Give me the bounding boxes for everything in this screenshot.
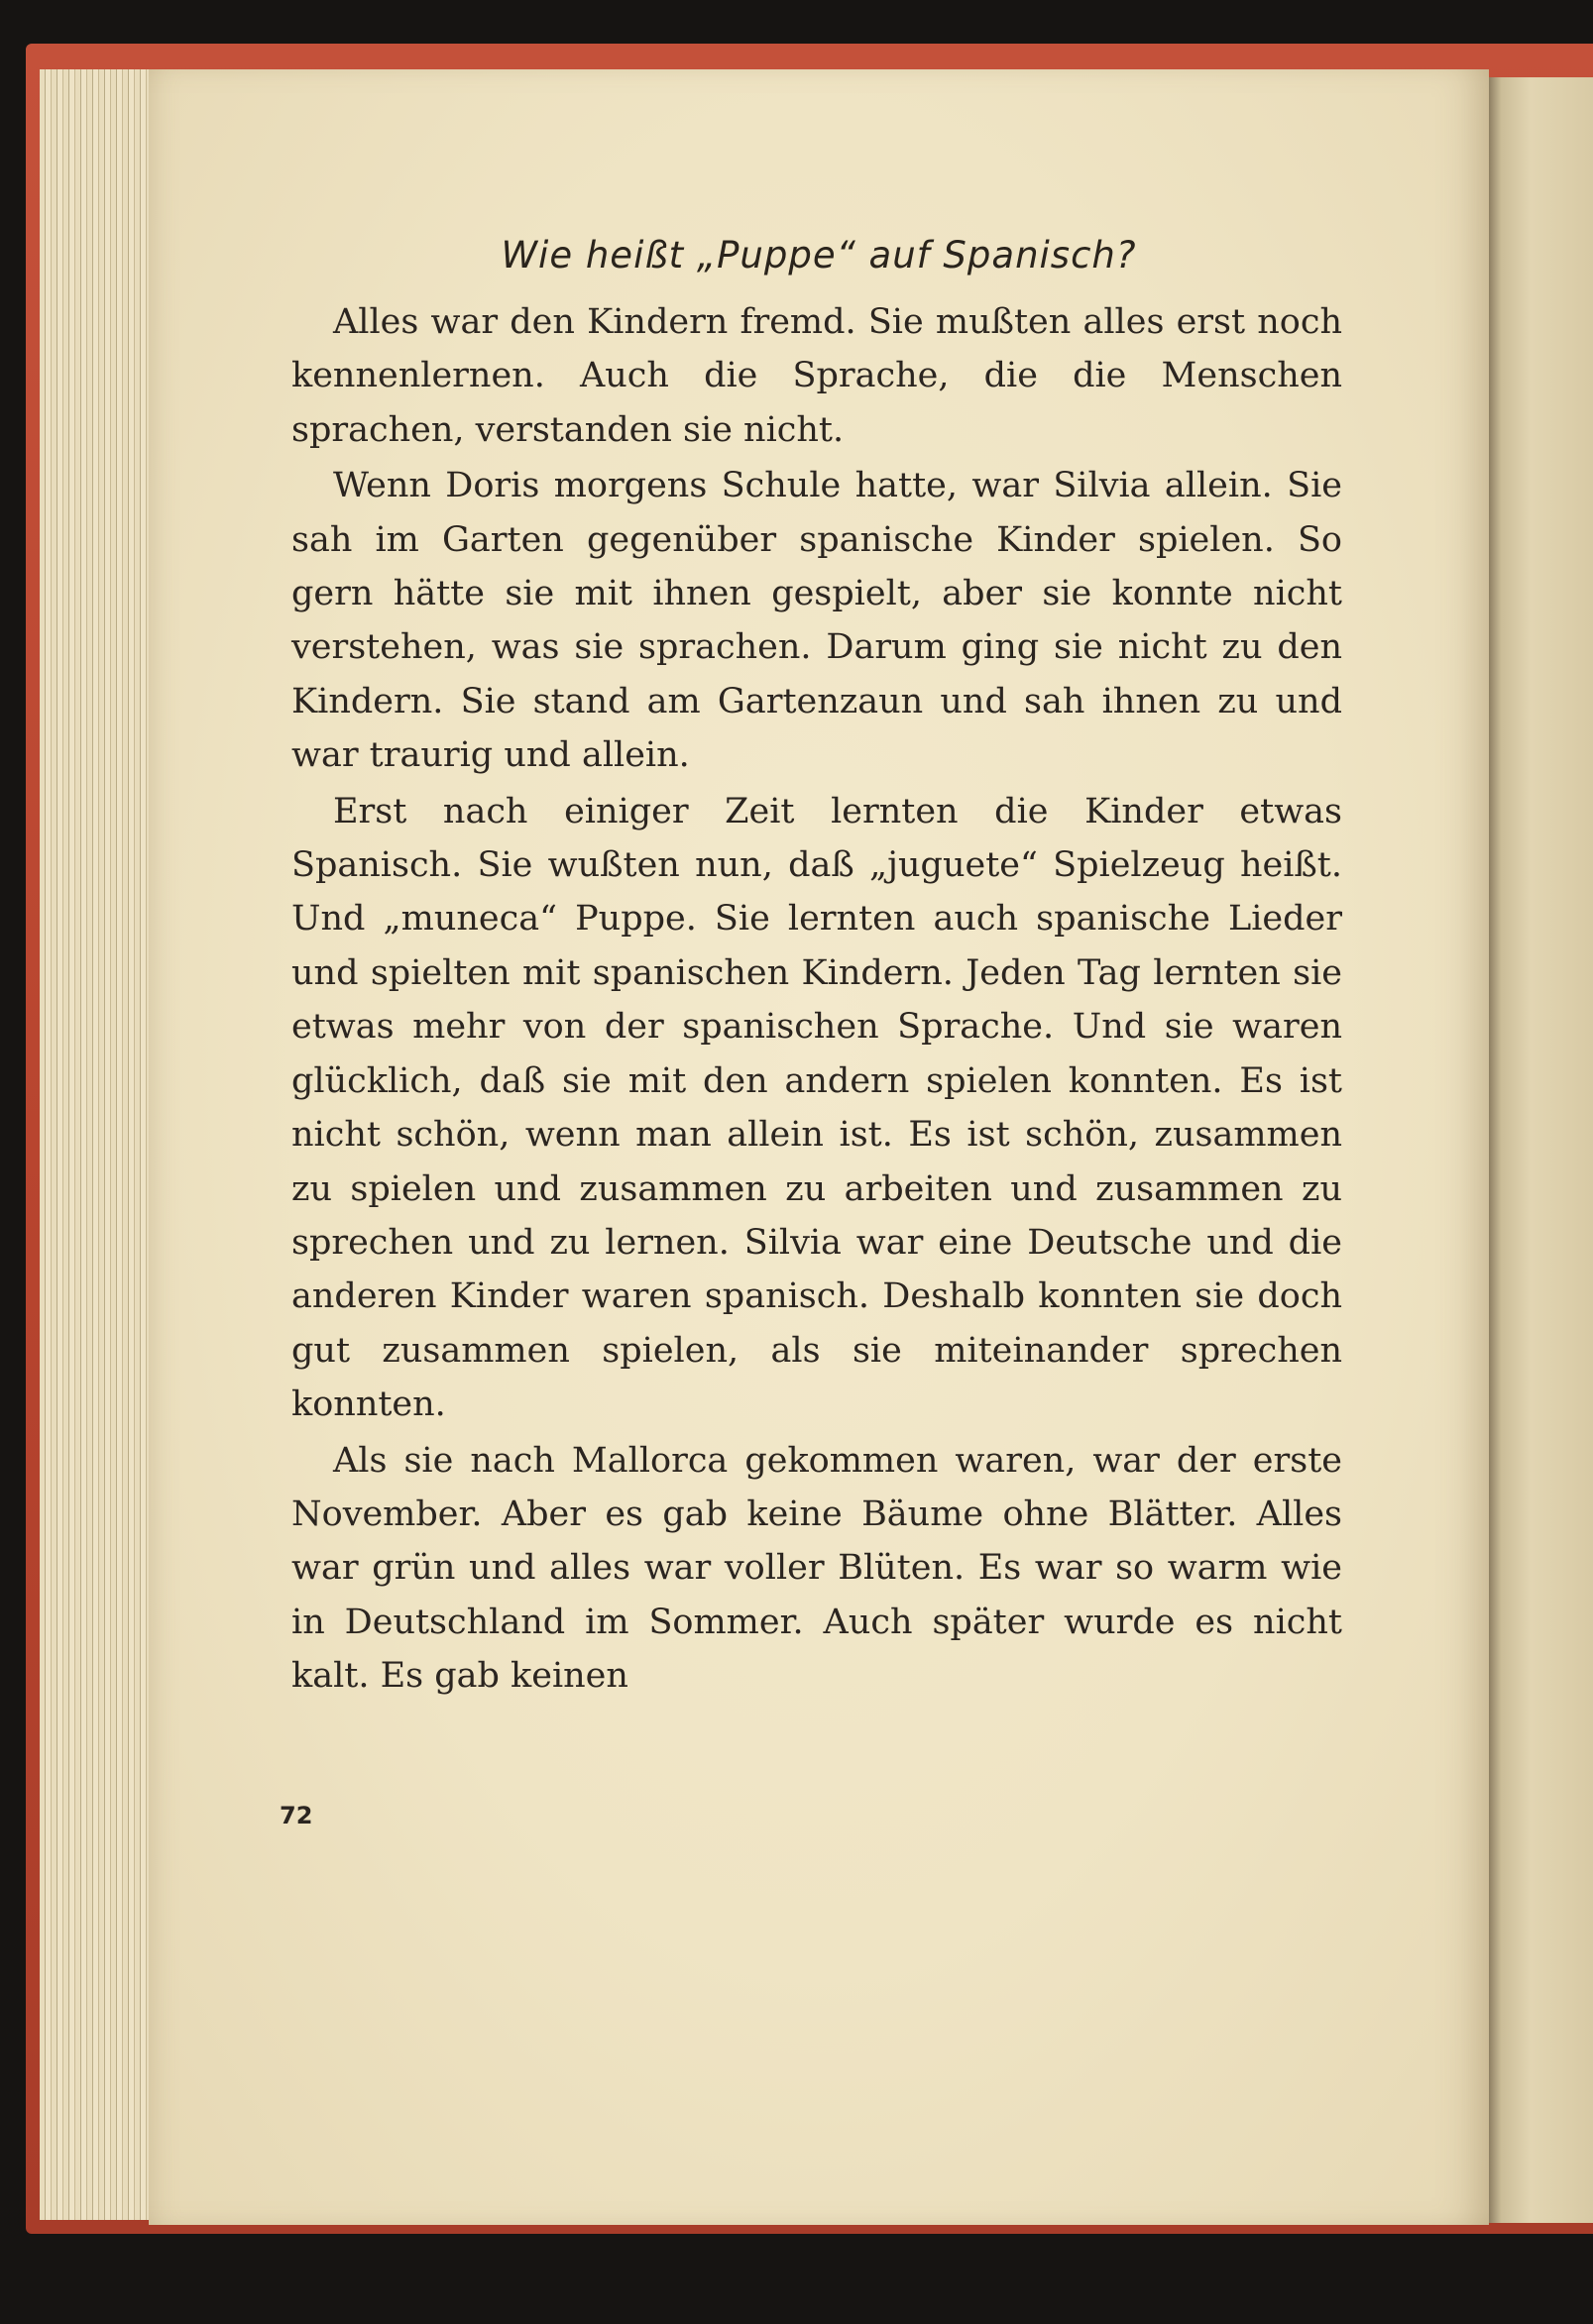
book-gutter: [1489, 77, 1593, 2223]
paragraph-1: Alles war den Kindern fremd. Sie mußten alles erst noch kennenlernen. Auch die Sprache, die die Menschen sprachen, verstanden sie nicht.: [291, 302, 1342, 450]
page-number: 72: [280, 1802, 313, 1829]
body-text: [291, 295, 1342, 1704]
paragraph-4: Als sie nach Mallorca gekommen waren, war der erste November. Aber es gab keine Bäume ohne Blätter. Alles war grün und alles war voller Blüten. Es war so warm wie in Deutschland im Sommer. Auch später wurde es nicht kalt. Es gab keinen: [291, 1440, 1342, 1697]
page-edges: [40, 69, 159, 2220]
paragraph-2: Wenn Doris morgens Schule hatte, war Silvia allein. Sie sah im Garten gegenüber spanische Kinder spielen. So gern hätte sie mit ihnen gespielt, aber sie konnte nicht verstehen, was sie sprachen. Darum ging sie nicht zu den Kindern. Sie stand am Gartenzaun und sah ihnen zu und war traurig und allein.: [291, 466, 1342, 776]
paragraph-3: Erst nach einiger Zeit lernten die Kinder etwas Spanisch. Sie wußten nun, daß „juguete“ Spielzeug heißt. Und „muneca“ Puppe. Sie lernten auch spanische Lieder und spielten mit spanischen Kindern. Jeden Tag lernten sie etwas mehr von der spanischen Sprache. Und sie waren glücklich, daß sie mit den andern spielen konnten. Es ist nicht schön, wenn man allein ist. Es ist schön, zusammen zu spielen und zusammen zu arbeiten und zusammen zu sprechen und zu lernen. Silvia war eine Deutsche und die anderen Kinder waren spanisch. Deshalb konnten sie doch gut zusammen spielen, als sie miteinander sprechen konnten.: [291, 791, 1342, 1425]
running-head: Wie heißt „Puppe“ auf Spanisch?: [501, 234, 1137, 277]
